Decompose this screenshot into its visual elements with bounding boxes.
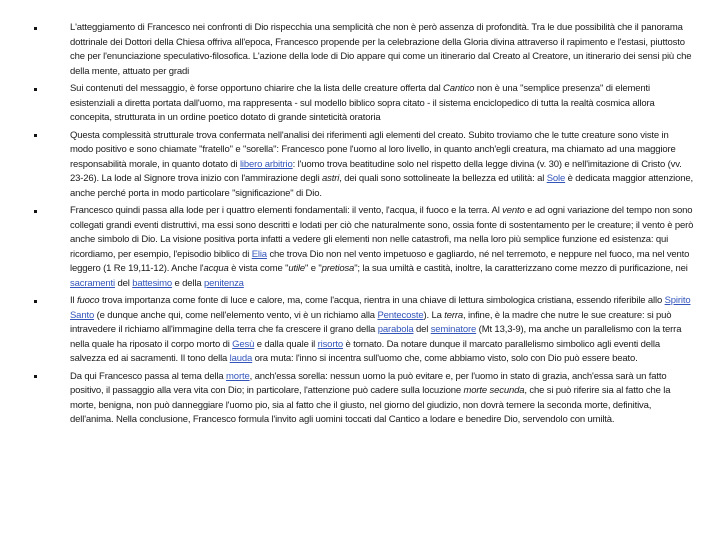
bullet-marker-icon	[34, 375, 37, 378]
bullet-marker-icon	[34, 88, 37, 91]
text-run: Francesco quindi passa alla lode per i quattro elementi fondamentali: il vento, l'acqua, il fuoco e la terra. Al	[70, 205, 503, 216]
text-run: (Mt 13,3-9), ma anche un parallelismo con la terra nella quale ha riposato il corpo morto di	[70, 324, 682, 350]
bullet-text	[70, 205, 693, 289]
italic-text-run: acqua	[203, 263, 229, 274]
bullet-text	[70, 371, 670, 426]
bullet-item	[30, 82, 694, 126]
bullet-marker-icon	[34, 300, 37, 303]
bullet-text	[70, 130, 693, 199]
text-run: , infine, è la madre che nutre le sue creature: si può intravedere il richiamo all'immagine della terra che fa crescere il grano della	[70, 309, 672, 335]
bullet-text	[70, 295, 690, 364]
italic-text-run: vento	[502, 205, 525, 216]
text-run: ora muta: l'inno si incentra sull'uomo che, come abbiamo visto, solo con Dio può essere beato.	[252, 353, 638, 364]
text-run: L'atteggiamento di Francesco nei confronti di Dio rispecchia una semplicità che non è però assenza di profondità. Tra le due possibilità che il panorama dottrinale dei Dottori della Chiesa offriva all'epoca, Francesco propende per la celebrazione della Gloria divina attraverso il rapimento e l'estasi, piuttosto che per l'enunciazione speculativo-filosofica. L'azione della lode di Dio appare qui come un itinerario dal Creato al Creatore, un itinerario dei sensi più che della mente, attuato per gradi	[70, 22, 692, 77]
text-run: e ad ogni variazione del tempo non sono collegati grandi eventi distruttivi, ma essi sono descritti e lodati per ciò che naturalmente sono, ossia fonte di sostentamento per le creature; il vento è però anche simbolo di Dio. La visione positiva porta infatti a vedere gli elementi non nelle catastrofi, ma nella loro più semplice funzione ed esistenza: qui ricordiamo, per esempio, l'episodio biblico di	[70, 205, 694, 260]
text-run: Sui contenuti del messaggio, è forse opportuno chiarire che la lista delle creature offerta dal	[70, 83, 444, 94]
bullet-list	[30, 21, 694, 431]
link-risorto[interactable]: risorto	[317, 338, 343, 350]
text-run: del	[413, 324, 431, 335]
text-run: e dalla quale il	[254, 338, 318, 350]
text-run: trova importanza come fonte di luce e calore, ma, come l'acqua, rientra in una chiave di lettura simbologica cristiana, essendo riferibile allo	[99, 295, 665, 306]
italic-text-run: terra	[444, 309, 464, 321]
text-run: " e "	[305, 263, 322, 274]
italic-text-run: utile	[288, 263, 306, 274]
link-gesu[interactable]: Gesù	[232, 338, 255, 350]
link-parabola[interactable]: parabola	[377, 324, 414, 335]
text-run: , dei quali sono sottolineate la bellezza ed utilità: al	[339, 173, 547, 184]
text-run: è dedicata maggior attenzione, anche perché porta in modo particolare "significazione" di Dio.	[70, 173, 694, 199]
link-battesimo[interactable]: battesimo	[132, 277, 173, 289]
italic-text-run: astri	[322, 173, 340, 184]
bullet-marker-icon	[34, 210, 37, 213]
text-run: che trova Dio non nel vento impetuoso e gagliardo, né nel terremoto, e neppure nel fuoco, ma nel vento leggero (1 Re 19,11-12). Anche l'	[70, 248, 690, 274]
link-lauda[interactable]: lauda	[229, 353, 253, 364]
bullet-item	[30, 370, 694, 428]
bullet-text	[70, 22, 691, 77]
text-run: Da qui Francesco passa al tema della	[70, 370, 227, 382]
italic-text-run: Cantico	[443, 83, 475, 94]
bullet-item	[30, 294, 694, 367]
link-elia[interactable]: Elia	[251, 248, 267, 260]
italic-text-run: pretiosa	[321, 263, 355, 274]
link-spirito-santo[interactable]: Spirito Santo	[70, 295, 691, 321]
link-libero-arbitrio[interactable]: libero arbitrio	[239, 158, 293, 170]
bullet-marker-icon	[34, 27, 37, 30]
text-run: e della	[172, 277, 204, 289]
link-pentecoste[interactable]: Pentecoste	[377, 309, 424, 321]
bullet-text	[70, 83, 655, 123]
text-run: Questa complessità strutturale trova confermata nell'analisi dei riferimenti agli elementi del creato. Subito troviamo che le tutte creature sono viste in modo positivo e sono chiamate "fratello" e "sorella": Francesco pone l'uomo al loro livello, in quanto anch'egli creatura, ma chiamato ad una maggiore responsabilità morale, in quanto dotato di	[70, 129, 676, 170]
text-run: : l'uomo trova beatitudine solo nel rispetto della legge divina (v. 30) e nell'imitazione di Cristo (vv. 23-26). La lode al Signore trova inizio con l'ammirazione degli	[70, 158, 682, 184]
text-run: ). La	[423, 309, 445, 321]
text-run: Il	[70, 295, 77, 306]
text-run: , anch'essa sorella: nessun uomo la può evitare e, per l'uomo in stato di grazia, anch'essa sarà un fatto positivo, il passaggio alla vera vita con Dio; in particolare, l'attenzione può cadere sulla locuzione	[70, 370, 667, 396]
text-run: (e dunque anche qui, come nell'elemento vento, vi è un richiamo alla	[94, 309, 378, 321]
bullet-marker-icon	[34, 134, 37, 137]
text-run: del	[114, 277, 133, 289]
link-morte[interactable]: morte	[226, 370, 250, 382]
link-sacramenti[interactable]: sacramenti	[70, 277, 115, 289]
link-penitenza[interactable]: penitenza	[203, 277, 244, 289]
text-run: è vista come "	[228, 263, 289, 274]
italic-text-run: fuoco	[76, 295, 100, 306]
text-run: è tornato. Da notare dunque il marcato parallelismo simbolico agli eventi della salvezza ed ai sacramenti. Il tono della	[70, 338, 660, 364]
text-run: non è una "semplice presenza" di elementi esistenziali a diretta portata dall'uomo, ma rappresenta - sul modello biblico sopra citato - il sistema enciclopedico di tutta la realtà cosmica allora concepita, strutturata in un ordine poetico dotato di grande sinteticità oratoria	[70, 83, 655, 123]
bullet-item	[30, 21, 694, 79]
bullet-item	[30, 129, 694, 202]
link-seminatore[interactable]: seminatore	[430, 324, 477, 335]
text-run: "; la sua umiltà e castità, inoltre, la caratterizzano come mezzo di purificazione, nei	[354, 263, 688, 274]
link-sole[interactable]: Sole	[546, 173, 566, 184]
text-run: , che si può riferire sia al fatto che la morte, benigna, non può danneggiare l'uomo pio, sia al fatto che il giusto, nel giorno del giudizio, non dovrà temere la seconda morte, definitiva, dell'anima. Nella conclusione, Francesco formula l'invito agli uomini toccati dal Cantico a lodare e benedire Dio, servendolo con umiltà.	[70, 385, 671, 425]
italic-text-run: morte secunda	[463, 385, 525, 396]
bullet-item	[30, 204, 694, 291]
